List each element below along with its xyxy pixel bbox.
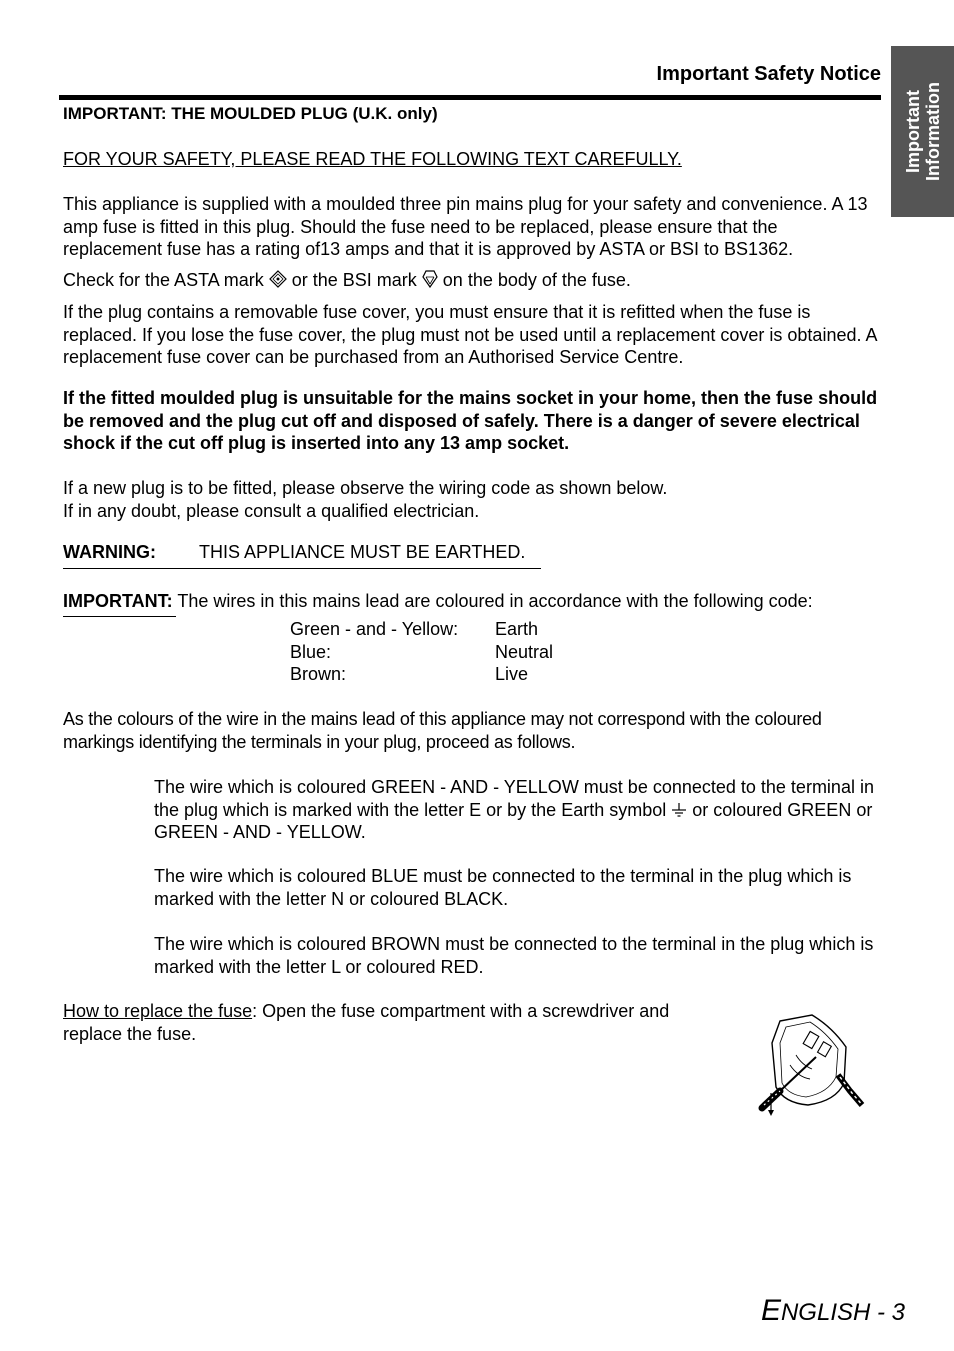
asta-mark-icon: [269, 270, 287, 288]
wire-code-row: [290, 618, 553, 641]
footer-rest: NGLISH - 3: [780, 1299, 905, 1326]
bsi-kitemark-icon: [422, 270, 438, 288]
important-underline: [63, 616, 176, 617]
paragraph-check-marks: [63, 269, 878, 292]
green-text-1: The wire which is coloured GREEN - AND - YELLOW must be connected to the terminal in the plug which is marked with the letter E or by the Earth symbol: [154, 777, 874, 820]
wire-meaning: Live: [495, 664, 529, 684]
replace-fuse-text: : Open the fuse compartment with a screwdriver and replace the fuse.: [63, 1001, 670, 1044]
important-text: The wires in this mains lead are coloured in accordance with the following code:: [172, 591, 813, 611]
wire-colour: Green - and - Yellow:: [290, 619, 459, 639]
wire-code-row: [290, 663, 553, 686]
side-tab-label: Important Information: [902, 82, 943, 181]
paragraph-green-yellow: [154, 776, 879, 844]
replace-fuse-heading: How to replace the fuse: [63, 1001, 253, 1021]
plug-illustration-icon: [750, 1013, 868, 1118]
paragraph-danger: If the fitted moulded plug is unsuitable for the mains socket in your home, then the fuse should be removed and the plug cut off and disposed of safely. There is a danger of severe electrical shock if the cut off plug is inserted into any 13 amp socket.: [63, 388, 878, 453]
page-footer: [680, 1294, 905, 1327]
earth-symbol-icon: [671, 802, 687, 818]
wire-code-row: [290, 641, 553, 664]
wire-colour: Brown:: [290, 664, 347, 684]
paragraph-brown: The wire which is coloured BROWN must be connected to the terminal in the plug which is marked with the letter L or coloured RED.: [154, 934, 874, 977]
paragraph-replace-fuse: [63, 1000, 723, 1045]
warning-underline: [63, 568, 541, 569]
important-line: [63, 590, 878, 613]
paragraph-fuse-cover: If the plug contains a removable fuse cover, you must ensure that it is refitted when the fuse is replaced. If you lose the fuse cover, the plug must not be used until a replacement cover is obtained. A replacement fuse cover can be purchased from an Authorised Service Centre.: [63, 302, 877, 367]
warning-line: [63, 541, 878, 564]
warning-label: WARNING:: [63, 542, 156, 562]
paragraph-supply: This appliance is supplied with a moulded three pin mains plug for your safety and convenience. A 13 amp fuse is fitted in this plug. Should the fuse need to be replaced, please ensure that the replacement fuse has a rating of13 amps and that it is approved by ASTA or BSI to BS1362.: [63, 194, 868, 259]
wire-code-table: [290, 618, 553, 686]
warning-text: THIS APPLIANCE MUST BE EARTHED.: [199, 542, 526, 562]
wire-meaning: Earth: [495, 619, 539, 639]
side-tab: [891, 46, 954, 217]
check-text-3: on the body of the fuse.: [437, 270, 631, 290]
wire-colour: Blue:: [290, 641, 332, 662]
important-label: IMPORTANT:: [63, 591, 173, 611]
safety-subheading: FOR YOUR SAFETY, PLEASE READ THE FOLLOWING TEXT CAREFULLY.: [63, 149, 682, 169]
section-heading: IMPORTANT: THE MOULDED PLUG (U.K. only): [63, 104, 438, 123]
paragraph-new-plug-2: If in any doubt, please consult a qualified electrician.: [63, 501, 480, 521]
header-rule: [59, 95, 881, 100]
paragraph-new-plug-1: If a new plug is to be fitted, please observe the wiring code as shown below.: [63, 478, 668, 498]
page-header-title: Important Safety Notice: [656, 63, 881, 85]
footer-first-letter: E: [760, 1294, 781, 1327]
wire-meaning: Neutral: [495, 641, 554, 662]
check-text-1: Check for the ASTA mark: [63, 270, 269, 290]
paragraph-blue: The wire which is coloured BLUE must be connected to the terminal in the plug which is marked with the letter N or coloured BLACK.: [154, 866, 852, 909]
paragraph-colours: As the colours of the wire in the mains lead of this appliance may not correspond with the coloured markings identifying the terminals in your plug, proceed as follows.: [63, 709, 822, 752]
green-text-2: or coloured GREEN or GREEN - AND - YELLOW.: [154, 799, 873, 842]
check-text-2: or the BSI mark: [286, 270, 422, 290]
